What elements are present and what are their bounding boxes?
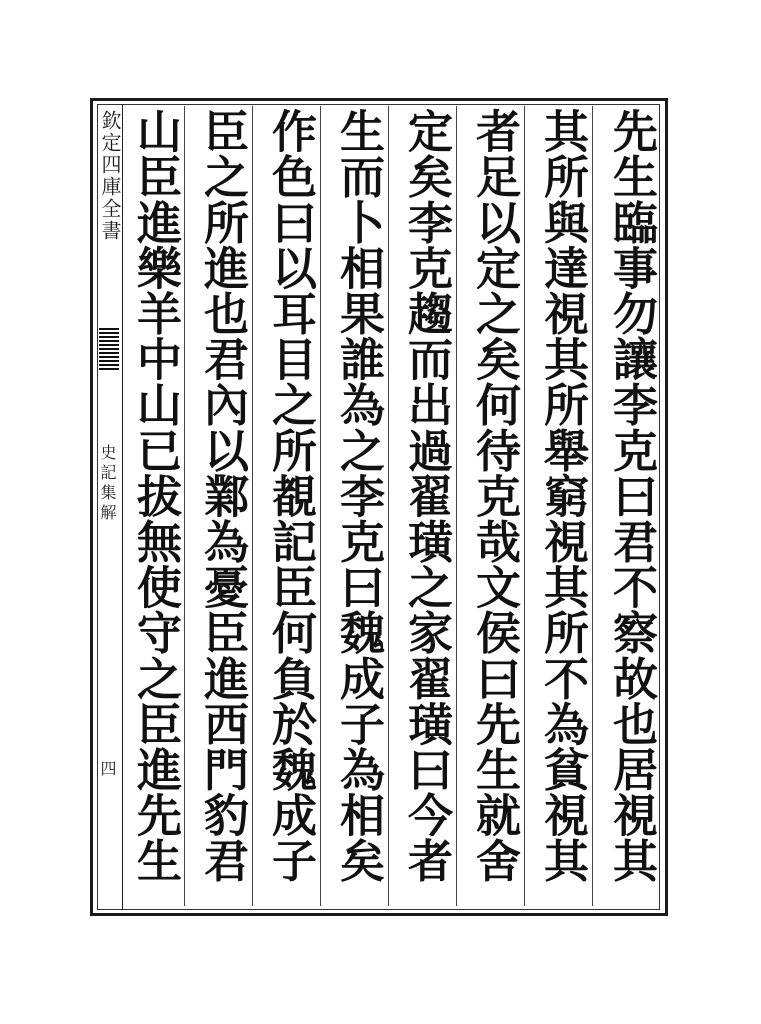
text-column-4: 定矣李克趨而出過翟璜之家翟璜曰今者 <box>400 108 453 884</box>
fish-tail-mark <box>99 326 119 370</box>
text-column-8: 山臣進樂羊中山已拔無使守之臣進先生 <box>129 108 182 884</box>
margin-book-title: 欽定四庫全書 <box>98 110 122 242</box>
text-column-6: 作色曰以耳目之所覩記臣何負於魏成子 <box>264 108 317 884</box>
text-column-7: 臣之所進也君內以鄴為憂臣進西門豹君 <box>196 108 249 884</box>
text-column-3: 者足以定之矣何待克哉文侯曰先生就舍 <box>468 108 521 884</box>
margin-book-subtitle: 史記集解 <box>98 444 117 524</box>
margin-page-number: 四 <box>98 760 117 776</box>
text-column-2: 其所與達視其所舉窮視其所不為貧視其 <box>536 108 589 884</box>
text-column-5: 生而卜相果誰為之李克曰魏成子為相矣 <box>332 108 385 884</box>
text-column-1: 先生臨事勿讓李克曰君不察故也居視其 <box>605 108 658 884</box>
